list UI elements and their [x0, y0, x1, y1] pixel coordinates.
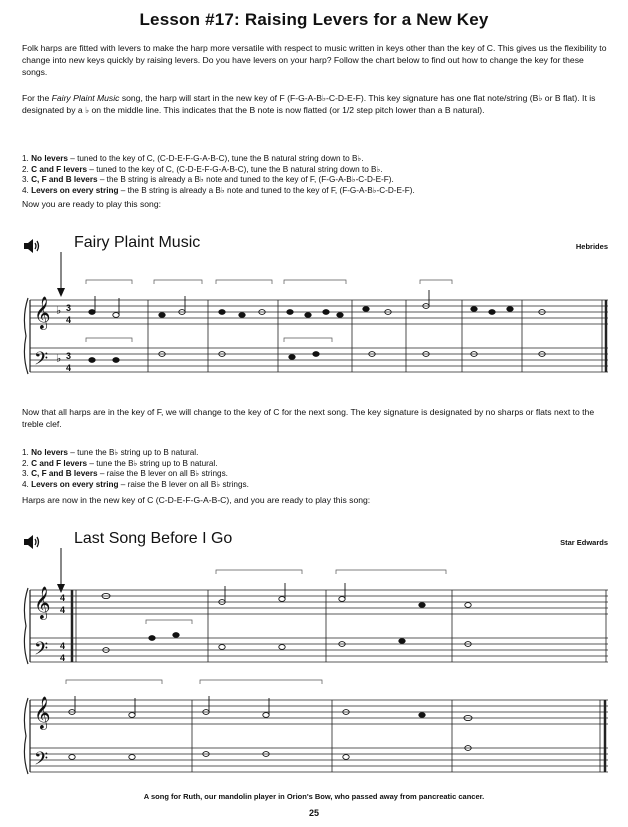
svg-text:𝄞: 𝄞 [34, 696, 51, 729]
svg-text:4: 4 [66, 315, 72, 325]
grand-staff-2 [22, 566, 608, 670]
page-title: Lesson #17: Raising Levers for a New Key [139, 10, 489, 29]
svg-text:𝄢: 𝄢 [34, 749, 49, 774]
list-item: 2. C and F levers – tune the B♭ string up to B natural. [22, 458, 218, 468]
intro-paragraph: Folk harps are fitted with levers to make the harp more versatile with respect to music written in keys other than the key of C. This gives us the flexibility to change into new keys quickly by raising levers. Do you have levers on your harp? Follow the chart below to find out how to change the key for these songs. [22, 43, 607, 77]
song-title-1: Fairy Plaint Music [74, 234, 201, 251]
svg-text:𝄞: 𝄞 [34, 586, 51, 619]
list-item: 1. No levers – tuned to the key of C, (C-D-E-F-G-A-B-C), tune the B natural string down to B♭. [22, 154, 364, 163]
svg-text:4: 4 [60, 605, 66, 615]
composer-2: Star Edwards [560, 538, 608, 547]
key-f-pre: For the [22, 93, 52, 103]
svg-text:♭: ♭ [56, 352, 62, 365]
lever-list-2 [22, 448, 608, 490]
speaker-icon[interactable] [22, 532, 42, 552]
lever-list-1 [22, 154, 608, 196]
list-item: 3. C, F and B levers – the B string is already a B♭ note and tuned to the key of F, (F-G-A-B♭-C-D-E-F). [22, 175, 394, 185]
list-item: 3. C, F and B levers – raise the B lever on all B♭ strings. [22, 469, 228, 479]
composer-1: Hebrides [575, 242, 608, 251]
svg-text:4: 4 [66, 363, 72, 373]
dedication-footer: A song for Ruth, our mandolin player in Orion's Bow, who passed away from pancreatic cancer. [143, 792, 485, 801]
key-f-post: song, the harp will start in the new key of F (F-G-A-B♭-C-D-E-F). This key signature has one flat note/string (B♭ or B flat). It is designated by a ♭ on the middle line. This indicates that the B note is now flatted (or 1/2 step pitch lower than a B natural). [22, 93, 596, 115]
list-item: 1. No levers – tune the B♭ string up to B natural. [22, 448, 199, 457]
key-c-paragraph: Now that all harps are in the key of F, we will change to the key of C for the next song. The key signature is designated by no sharps or flats next to the treble clef. [22, 407, 595, 429]
list-item: 4. Levers on every string – the B string is already a B♭ note and tuned to the key of F, (F-G-A-B♭-C-D-E-F). [22, 185, 415, 195]
key-f-song-name: Fairy Plaint Music [51, 93, 120, 103]
song-header-1 [22, 234, 608, 260]
svg-text:3: 3 [66, 351, 72, 361]
svg-text:4: 4 [60, 641, 66, 651]
ready-text-1: Now you are ready to play this song: [22, 199, 162, 209]
svg-text:♭: ♭ [56, 304, 62, 317]
speaker-icon[interactable] [22, 236, 42, 256]
svg-text:𝄢: 𝄢 [34, 639, 49, 664]
grand-staff-1 [22, 276, 608, 380]
page-number: 25 [308, 808, 319, 818]
key-f-paragraph [22, 92, 608, 116]
list-item: 2. C and F levers – tuned to the key of C, (C-D-E-F-G-A-B-C), tune the B natural string down to B♭. [22, 164, 383, 174]
svg-text:4: 4 [60, 593, 66, 603]
svg-text:4: 4 [60, 653, 66, 663]
ready-text-2: Harps are now in the new key of C (C-D-E-F-G-A-B-C), and you are ready to play this song: [22, 495, 371, 505]
svg-text:𝄢: 𝄢 [34, 349, 49, 374]
list-item: 4. Levers on every string – raise the B lever on all B♭ strings. [22, 479, 249, 489]
svg-text:𝄞: 𝄞 [34, 296, 51, 329]
grand-staff-3 [22, 676, 608, 780]
svg-text:3: 3 [66, 303, 72, 313]
song-header-2 [22, 530, 608, 556]
song-title-2: Last Song Before I Go [74, 530, 233, 547]
